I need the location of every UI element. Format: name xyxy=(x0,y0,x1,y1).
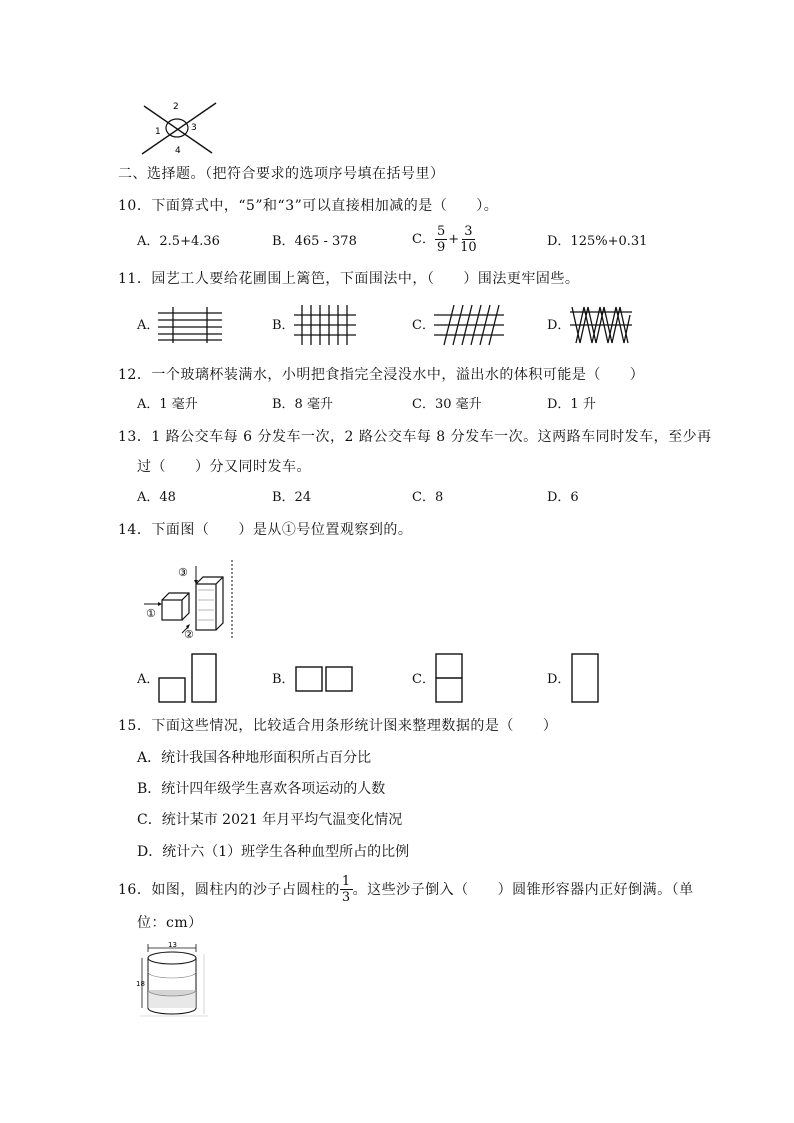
q15-option-d[interactable]: D．统计六（1）班学生各种血型所占的比例 xyxy=(137,844,410,860)
q10-plus: + xyxy=(448,231,460,247)
q10-option-b[interactable]: B．465 - 378 xyxy=(272,234,357,249)
section-title: 二、选择题。（把符合要求的选项序号填在括号里） xyxy=(118,166,445,182)
q15-option-c[interactable]: C．统计某市 2021 年月平均气温变化情况 xyxy=(137,812,403,828)
q16-stem-post: 。这些沙子倒入（ ）圆锥形容器内正好倒满。（单 xyxy=(352,881,694,898)
q13-stem-line1: 13．1 路公交车每 6 分发车一次，2 路公交车每 8 分发车一次。这两路车同时发车，至少再 xyxy=(118,429,712,445)
angle-label-1: 1 xyxy=(155,127,161,137)
q10-stem: 10．下面算式中，“5”和“3”可以直接相加减的是（ ）。 xyxy=(118,198,499,214)
q13-option-d[interactable]: D．6 xyxy=(547,490,579,505)
view-option-a-icon xyxy=(158,652,220,704)
q15-option-b[interactable]: B．统计四年级学生喜欢各项运动的人数 xyxy=(137,781,386,797)
q16-fraction-den: 3 xyxy=(341,890,351,905)
cubes-view-figure xyxy=(138,560,238,640)
q11-option-a[interactable]: A． xyxy=(137,318,160,333)
q11-option-d[interactable]: D． xyxy=(547,318,571,333)
view-label-2: ② xyxy=(184,628,194,641)
view-option-d-icon xyxy=(570,652,600,704)
cylinder-sand-figure xyxy=(136,940,212,1020)
q13-option-a[interactable]: A．48 xyxy=(137,490,176,505)
angle-label-4: 4 xyxy=(175,146,181,156)
q11-stem: 11．园艺工人要给花圃围上篱笆，下面围法中，（ ）围法更牢固些。 xyxy=(118,271,580,287)
q12-option-c[interactable]: C．30 毫升 xyxy=(412,397,482,412)
fence-triangle-icon xyxy=(570,305,632,345)
fence-grid-icon xyxy=(294,305,356,345)
q10-fraction-2-den: 10 xyxy=(460,240,477,255)
view-label-1: ① xyxy=(146,607,156,620)
q11-option-c[interactable]: C． xyxy=(412,318,435,333)
q10-option-a[interactable]: A．2.5+4.36 xyxy=(137,234,220,249)
fence-slanted-grid-icon xyxy=(434,305,504,345)
q14-option-c[interactable]: C． xyxy=(412,672,435,687)
q16-stem-line1 xyxy=(118,874,694,905)
q10-fraction-2-num: 3 xyxy=(464,224,473,239)
diameter-label: 13 xyxy=(168,941,177,949)
q14-option-d[interactable]: D． xyxy=(547,672,571,687)
q10-fraction-1-num: 5 xyxy=(436,224,446,239)
view-option-b-icon xyxy=(294,665,356,693)
q10-fraction-1-den: 9 xyxy=(436,240,446,255)
height-label: 18 xyxy=(136,980,145,988)
q16-fraction xyxy=(340,874,353,905)
q13-option-b[interactable]: B．24 xyxy=(272,490,312,505)
q12-option-b[interactable]: B．8 毫升 xyxy=(272,397,333,412)
q16-stem-pre: 16．如图，圆柱内的沙子占圆柱的 xyxy=(118,881,340,898)
q15-option-a[interactable]: A．统计我国各种地形面积所占百分比 xyxy=(137,750,372,766)
view-option-c-icon xyxy=(434,652,464,704)
q16-stem-line2: 位：cm） xyxy=(137,915,203,931)
q15-stem: 15．下面这些情况，比较适合用条形统计图来整理数据的是（ ） xyxy=(118,718,558,734)
q14-option-b[interactable]: B． xyxy=(272,672,295,687)
q10-option-c[interactable] xyxy=(412,224,477,255)
q12-option-d[interactable]: D．1 升 xyxy=(547,397,596,412)
q10-option-c-label: C． xyxy=(412,231,435,247)
q14-option-a[interactable]: A． xyxy=(137,672,160,687)
crossing-lines-figure xyxy=(140,100,220,156)
fence-horizontal-icon xyxy=(158,305,222,345)
q13-option-c[interactable]: C．8 xyxy=(412,490,444,505)
q10-fraction-1 xyxy=(435,224,447,255)
view-label-3: ③ xyxy=(178,566,188,579)
q13-stem-line2: 过（ ）分又同时发车。 xyxy=(137,459,311,475)
angle-label-3: 3 xyxy=(191,123,197,133)
q14-stem: 14．下面图（ ）是从①号位置观察到的。 xyxy=(118,522,413,538)
q12-option-a[interactable]: A．1 毫升 xyxy=(137,397,198,412)
q11-option-b[interactable]: B． xyxy=(272,318,295,333)
q10-fraction-2 xyxy=(460,224,477,255)
q10-option-d[interactable]: D．125%+0.31 xyxy=(547,234,648,249)
angle-label-2: 2 xyxy=(173,102,179,112)
q16-fraction-num: 1 xyxy=(341,874,351,889)
q12-stem: 12．一个玻璃杯装满水，小明把食指完全浸没水中，溢出水的体积可能是（ ） xyxy=(118,367,645,383)
